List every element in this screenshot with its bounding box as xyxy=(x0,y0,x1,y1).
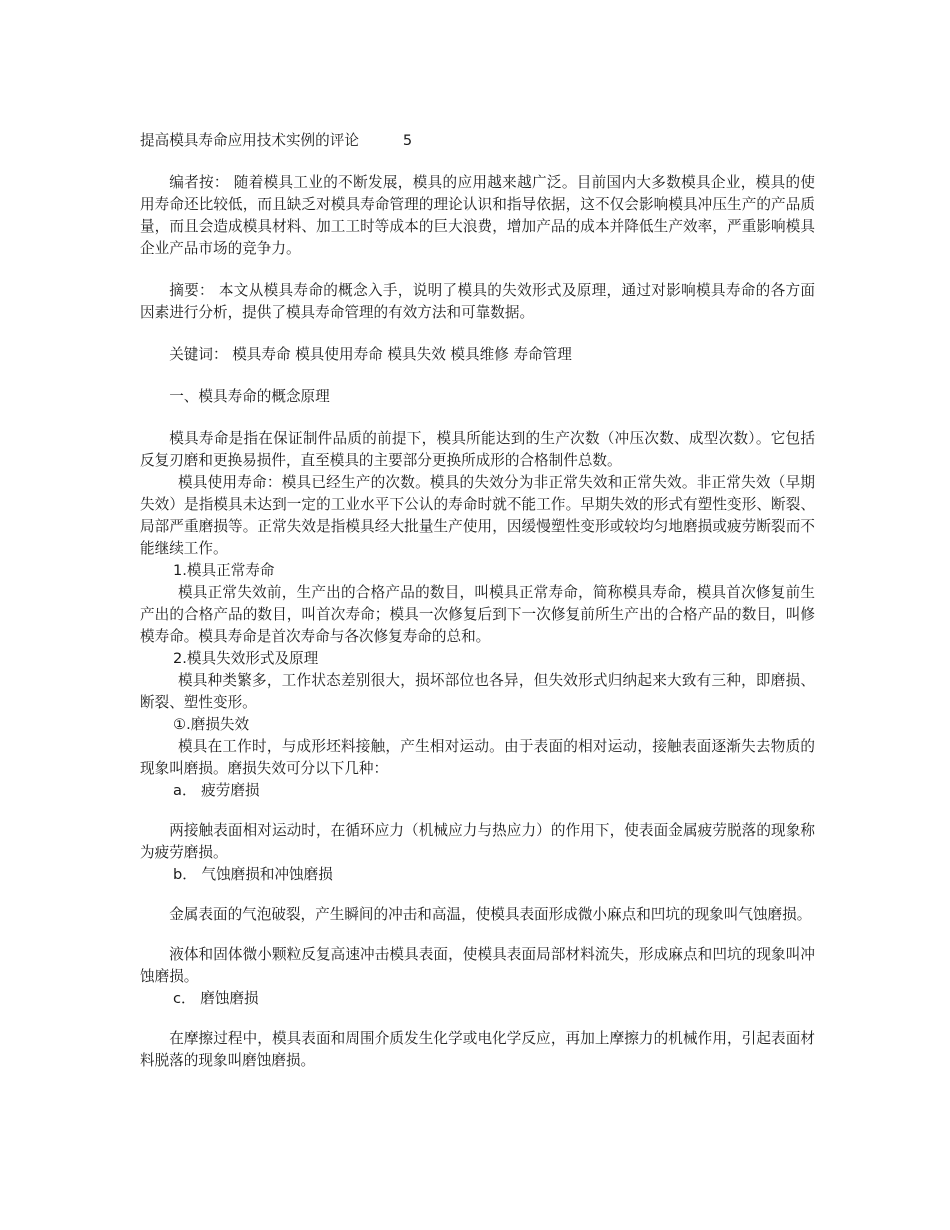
document-title xyxy=(140,130,815,152)
keywords: 关键词： 模具寿命 模具使用寿命 模具失效 模具维修 寿命管理 xyxy=(169,346,572,363)
item-c-heading: c． 磨蚀磨损 xyxy=(173,990,259,1007)
paragraph-corrosion-wear: 在摩擦过程中，模具表面和周围介质发生化学或电化学反应，再加上摩擦力的机械作用，引起表面材料脱落的现象叫磨蚀磨损。 xyxy=(140,1030,815,1069)
paragraph-use-life: 模具使用寿命：模具已经生产的次数。模具的失效分为非正常失效和正常失效。非正常失效（早期失效）是指模具未达到一定的工业水平下公认的寿命时就不能工作。早期失效的形式有塑性变形、断裂、局部严重磨损等。正常失效是指模具经大批量生产使用，因缓慢塑性变形或较均匀地磨损或疲劳断裂而不能继续工作。 xyxy=(140,474,815,557)
paragraph-wear: 模具在工作时，与成形坯料接触，产生相对运动。由于表面的相对运动，接触表面逐渐失去物质的现象叫磨损。磨损失效可分以下几种： xyxy=(140,738,815,777)
editor-note: 编者按： 随着模具工业的不断发展，模具的应用越来越广泛。目前国内大多数模具企业，模具的使用寿命还比较低，而且缺乏对模具寿命管理的理论认识和指导依据，这不仅会影响模具冲压生产的产品质量，而且会造成模具材料、加工工时等成本的巨大浪费，增加产品的成本并降低生产效率，严重影响模具企业产品市场的竞争力。 xyxy=(140,174,815,257)
subheading-wear-failure: ①.磨损失效 xyxy=(173,716,250,733)
section-heading-1: 一、模具寿命的概念原理 xyxy=(169,388,330,405)
paragraph-fatigue-wear: 两接触表面相对运动时，在循环应力（机械应力与热应力）的作用下，使表面金属疲劳脱落的现象称为疲劳磨损。 xyxy=(140,822,815,861)
item-a-heading: a． 疲劳磨损 xyxy=(173,782,260,799)
paragraph-cavitation-wear: 金属表面的气泡破裂，产生瞬间的冲击和高温，使模具表面形成微小麻点和凹坑的现象叫气蚀磨损。 xyxy=(169,906,812,923)
paragraph-erosion-wear: 液体和固体微小颗粒反复高速冲击模具表面，使模具表面局部材料流失，形成麻点和凹坑的现象叫冲蚀磨损。 xyxy=(140,946,815,985)
document-body xyxy=(140,130,815,1072)
paragraph-failure-forms: 模具种类繁多，工作状态差别很大，损坏部位也各异，但失效形式归纳起来大致有三种，即磨损、断裂、塑性变形。 xyxy=(140,672,815,711)
subheading-normal-life: 1.模具正常寿命 xyxy=(173,562,275,579)
paragraph-life-definition: 模具寿命是指在保证制件品质的前提下，模具所能达到的生产次数（冲压次数、成型次数）。它包括反复刃磨和更换易损件，直至模具的主要部分更换所成形的合格制件总数。 xyxy=(140,430,815,469)
abstract: 摘要： 本文从模具寿命的概念入手，说明了模具的失效形式及原理，通过对影响模具寿命的各方面因素进行分析，提供了模具寿命管理的有效方法和可靠数据。 xyxy=(140,282,815,321)
item-b-heading: b． 气蚀磨损和冲蚀磨损 xyxy=(173,866,333,883)
title-number: 5 xyxy=(402,132,413,149)
title-text: 提高模具寿命应用技术实例的评论 xyxy=(140,132,359,149)
subheading-failure-forms: 2.模具失效形式及原理 xyxy=(173,650,319,667)
paragraph-normal-life: 模具正常失效前，生产出的合格产品的数目，叫模具正常寿命，简称模具寿命，模具首次修复前生产出的合格产品的数目，叫首次寿命；模具一次修复后到下一次修复前所生产出的合格产品的数目，叫修模寿命。模具寿命是首次寿命与各次修复寿命的总和。 xyxy=(140,584,815,645)
